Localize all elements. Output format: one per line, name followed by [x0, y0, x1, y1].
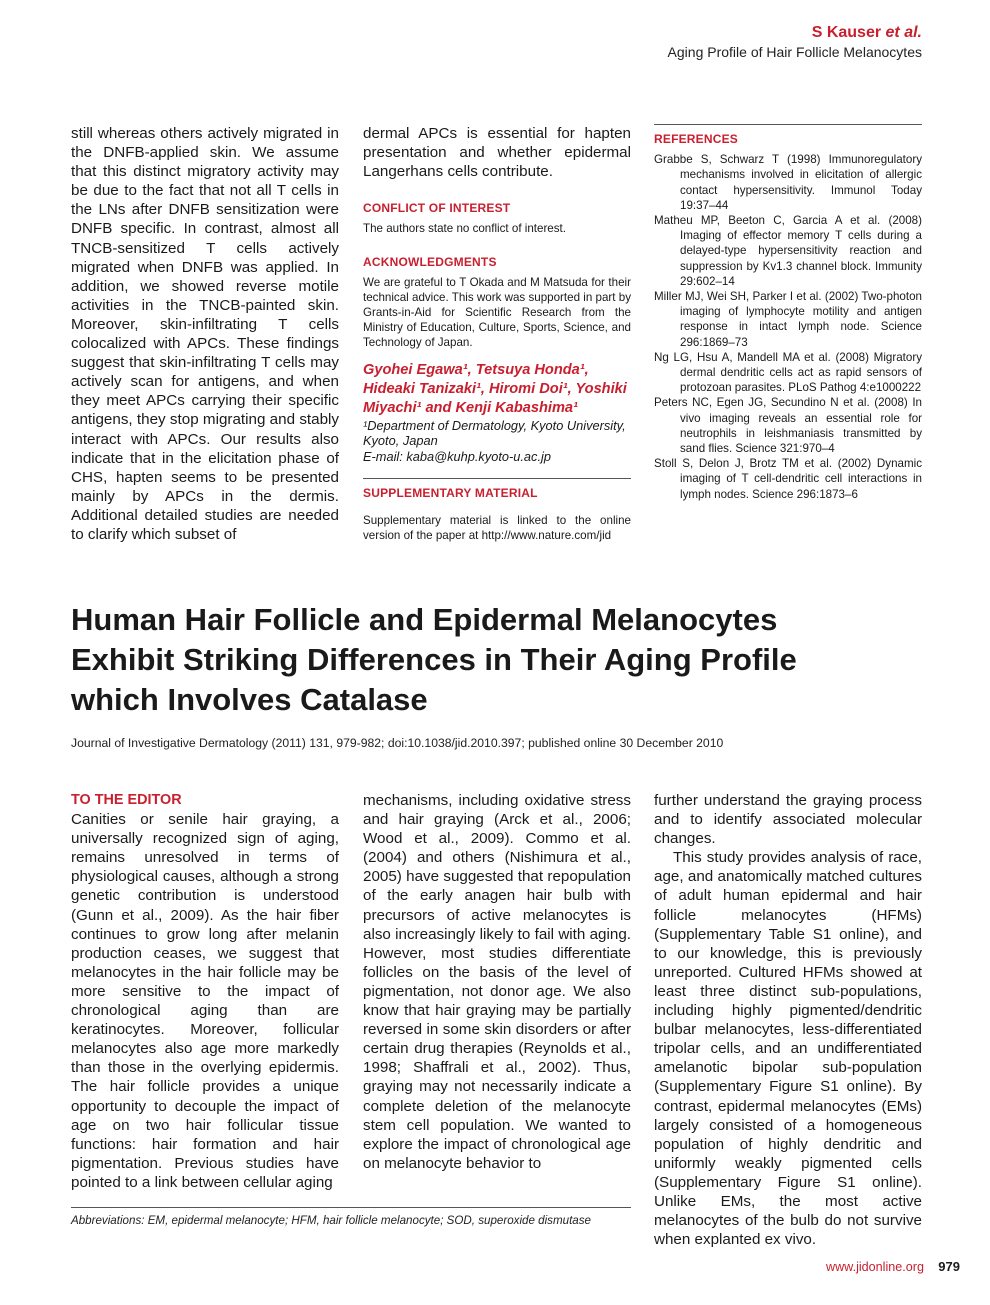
conflict-text: The authors state no conflict of interest. [363, 222, 566, 236]
conflict-heading: CONFLICT OF INTEREST [363, 201, 511, 216]
body-paragraph: mechanisms, including oxidative stress and hair graying (Arck et al., 2006; Wood et al., 2009). Commo et al. (2004) and others (Nishimura et al., 2005) have suggested that repopulation of the early anagen hair bulb with precursors of active melanocytes is also increasingly likely to fail with aging. However, most studies differentiate follicles on the basis of the level of pigmentation, not donor age. We also know that hair graying may be partially reversed in some skin disorders or after certain drug therapies (Reynolds et al., 1998; Shaffrali et al., 2002). Thus, graying may not necessarily indicate a complete deletion of the melanocyte stem cell population. We wanted to explore the impact of chronological age on melanocyte behavior to [363, 792, 631, 1172]
to-the-editor-heading: TO THE EDITOR [71, 792, 182, 808]
reference-item: Matheu MP, Beeton C, Garcia A et al. (2008) Imaging of effector memory T cells during a delayed-type hypersensitivity reaction and suppression by Kv1.3 channel block. Immunity 29:602–14 [654, 213, 922, 288]
body-column-1 [71, 791, 339, 1192]
reference-item: Stoll S, Delon J, Brotz TM et al. (2002) Dynamic imaging of T cell-dendritic cell interactions in lymph nodes. Science 296:1873–6 [654, 457, 922, 501]
article-title: Human Hair Follicle and Epidermal Melanocytes Exhibit Striking Differences in Their Aging Profile which Involves Catalase [71, 602, 797, 717]
page-number: 979 [938, 1259, 960, 1274]
author-list: Gyohei Egawa¹, Tetsuya Honda¹, Hideaki Tanizaki¹, Hiromi Doi¹, Yoshiki Miyachi¹ and Kenji Kabashima¹ [363, 361, 627, 416]
supplementary-heading: SUPPLEMENTARY MATERIAL [363, 486, 538, 501]
supplementary-text: Supplementary material is linked to the online version of the paper at http://www.nature.com/jid [363, 513, 631, 542]
abbreviations-footnote: Abbreviations: EM, epidermal melanocyte; HFM, hair follicle melanocyte; SOD, superoxide dismutase [71, 1214, 592, 1227]
author-email[interactable]: E-mail: kaba@kuhp.kyoto-u.ac.jp [363, 448, 551, 464]
prev-article-paragraph-end: dermal APCs is essential for hapten presentation and whether epidermal Langerhans cells contribute. [363, 125, 631, 181]
body-paragraph: This study provides analysis of race, age, and anatomically matched cultures of adult human epidermal and hair follicle melanocytes (HFMs) (Supplementary Table S1 online), and to our knowledge, this is previously unreported. Cultured HFMs showed at least three distinct sub-populations, including highly pigmented/dendritic bulbar melanocytes, less-differentiated tripolar cells, and an undifferentiated amelanotic bipolar sub-population (Supplementary Figure S1 online). By contrast, epidermal melanocytes (EMs) largely consisted of a homogeneous population of highly dendritic and uniformly weakly pigmented cells (Supplementary Figure S1 online). Unlike EMs, the most active melanocytes of the bulb do not survive when explanted ex vivo. [654, 849, 922, 1249]
footnote-rule [71, 1207, 631, 1208]
running-head-title: Aging Profile of Hair Follicle Melanocytes [667, 44, 922, 60]
references-heading: REFERENCES [654, 132, 739, 146]
acknowledgments-heading: ACKNOWLEDGMENTS [363, 254, 497, 269]
prev-article-column-2 [363, 124, 631, 543]
references-column [654, 124, 922, 502]
body-column-2 [363, 791, 631, 1173]
reference-item: Grabbe S, Schwarz T (1998) Immunoregulatory mechanisms involved in elicitation of allergic contact hypersensitivity. Immunol Today 19:37–44 [654, 153, 922, 212]
running-head-author-name: S Kauser [811, 24, 882, 41]
body-column-3 [654, 791, 922, 1249]
reference-item: Ng LG, Hsu A, Mandell MA et al. (2008) Migratory dermal dendritic cells act as rapid sensors of protozoan parasites. PLoS Pathog 4:e1000222 [654, 350, 922, 395]
acknowledgments-text: We are grateful to T Okada and M Matsuda for their technical advice. This work was supported in part by Grants-in-Aid for Scientific Research from the Ministry of Education, Culture, Sports, Science, and Technology of Japan. [363, 275, 631, 350]
running-head-etal: et al. [885, 24, 922, 41]
prev-article-column-1 [71, 124, 339, 544]
body-paragraph: Canities or senile hair graying, a universally recognized sign of aging, remains unresolved in terms of physiological causes, although a strong genetic contribution is understood (Gunn et al., 2009). As the hair fiber continues to grow long after melanin production ceases, we suggest that melanocytes in the hair follicle may be more sensitive to the impact of chronological aging than are keratinocytes. Moreover, follicular melanocytes also age more markedly than those in the overlying epidermis. The hair follicle provides a unique opportunity to decouple the impact of age on two hair follicular tissue functions: hair formation and hair pigmentation. Previous studies have pointed to a link between cellular aging [71, 811, 339, 1191]
journal-url-link[interactable]: www.jidonline.org [825, 1260, 924, 1274]
body-paragraph: further understand the graying process and to identify associated molecular changes. [654, 792, 922, 848]
running-head-author [812, 24, 922, 42]
article-citation: Journal of Investigative Dermatology (2011) 131, 979-982; doi:10.1038/jid.2010.397; published online 30 December 2010 [71, 736, 724, 750]
prev-article-paragraph: still whereas others actively migrated in the DNFB-applied skin. We assume that this distinct migratory activity may be due to the fact that not all T cells in the LNs after DNFB sensitization were DNFB specific. In contrast, almost all TNCB-sensitized T cells actively migrated when DNFB was applied. In addition, we showed reverse motile activities in the TNCB-painted skin. Moreover, skin-infiltrating T cells colocalized with APCs. These findings suggest that skin-infiltrating T cells may actively scan for antigens, and when they meet APCs carrying their specific antigens, they stop migrating and stably interact with APCs. Our results also indicate that in the elicitation phase of CHS, hapten seems to be presented mainly by APCs in the dermis. Additional detailed studies are needed to clarify which subset of [71, 125, 339, 543]
reference-item: Miller MJ, Wei SH, Parker I et al. (2002) Two-photon imaging of lymphocyte motility and antigen response in intact lymph node. Science 296:1869–73 [654, 289, 922, 349]
author-affiliation: ¹Department of Dermatology, Kyoto University, Kyoto, Japan [363, 417, 626, 449]
reference-item: Peters NC, Egen JG, Secundino N et al. (2008) In vivo imaging reveals an essential role for neutrophils in leishmaniasis transmitted by sand flies. Science 321:970–4 [654, 396, 922, 455]
